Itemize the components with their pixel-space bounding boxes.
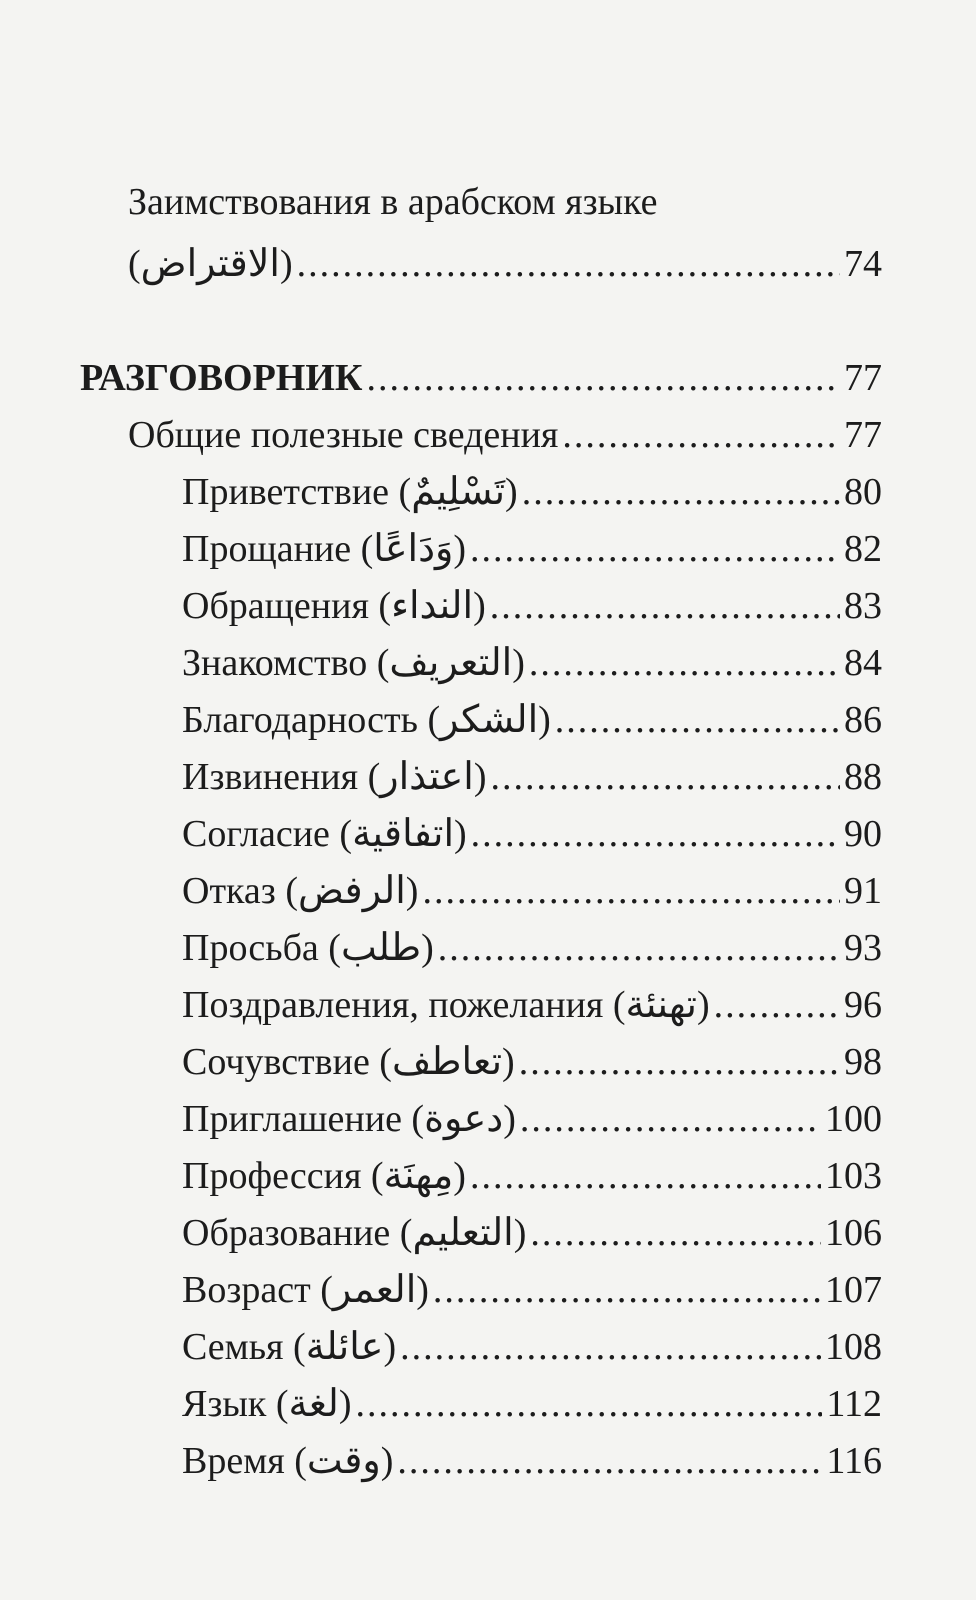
dot-leader <box>397 1439 822 1483</box>
toc-page-number: 103 <box>825 1155 882 1197</box>
toc-entry <box>182 1034 882 1084</box>
toc-entry-title: Обращения (النداء) <box>182 585 486 627</box>
toc-page-number: 116 <box>826 1440 882 1482</box>
dot-leader <box>562 413 840 457</box>
toc-entry <box>182 578 882 628</box>
dot-leader <box>355 1382 822 1426</box>
toc-page-number: 93 <box>844 927 882 969</box>
dot-leader <box>490 584 840 628</box>
toc-entry <box>182 635 882 685</box>
dot-leader <box>530 1211 821 1255</box>
toc-entry <box>182 1433 882 1483</box>
toc-entry-title: Возраст (العمر) <box>182 1269 429 1311</box>
toc-page-number: 98 <box>844 1041 882 1083</box>
toc-page-number: 80 <box>844 471 882 513</box>
toc-entry <box>182 1262 882 1312</box>
toc-page-number: 77 <box>844 357 882 399</box>
dot-leader <box>366 356 840 400</box>
dot-leader <box>400 1325 821 1369</box>
toc-entry-title: Общие полезные сведения <box>128 414 559 456</box>
toc-page-number: 107 <box>825 1269 882 1311</box>
toc-entry <box>182 521 882 571</box>
toc-page-number: 96 <box>844 984 882 1026</box>
toc-entry <box>182 806 882 856</box>
toc-entry-title: Согласие (اتفاقية) <box>182 813 467 855</box>
dot-leader <box>470 1154 821 1198</box>
toc-entry <box>182 1148 882 1198</box>
toc-entry-title: Профессия (مِهنَة) <box>182 1155 466 1197</box>
toc-entry-title: Отказ (الرفض) <box>182 870 419 912</box>
toc-page-number: 100 <box>825 1098 882 1140</box>
toc-entry <box>182 464 882 514</box>
dot-leader <box>490 755 840 799</box>
toc-entry <box>182 749 882 799</box>
toc-entry-title: Заимствования в арабском языке <box>128 181 658 223</box>
toc-entry <box>182 1319 882 1369</box>
toc-page-number: 91 <box>844 870 882 912</box>
toc-page-number: 90 <box>844 813 882 855</box>
toc-page-number: 82 <box>844 528 882 570</box>
dot-leader <box>529 641 840 685</box>
toc-entry-title: Время (وقت) <box>182 1440 394 1482</box>
toc-entry-title: (الاقتراض) <box>128 243 293 285</box>
dot-leader <box>520 1097 821 1141</box>
dot-leader <box>438 926 840 970</box>
toc-page-number: 74 <box>844 243 882 285</box>
toc-section-title: РАЗГОВОРНИК <box>80 357 363 399</box>
dot-leader <box>422 869 840 913</box>
toc-entry-title: Просьба (طلب) <box>182 927 434 969</box>
toc-entry <box>128 407 882 457</box>
dot-leader <box>471 812 840 856</box>
dot-leader <box>714 983 840 1027</box>
toc-entry-title: Знакомство (التعريف) <box>182 642 525 684</box>
toc-entry-title: Семья (عائلة) <box>182 1326 397 1368</box>
toc-page-number: 86 <box>844 699 882 741</box>
dot-leader <box>297 242 840 286</box>
toc-entry <box>182 1205 882 1255</box>
toc-entry <box>128 236 882 286</box>
toc-entry-title: Сочувствие (تعاطف) <box>182 1041 515 1083</box>
toc-page-number: 112 <box>826 1383 882 1425</box>
dot-leader <box>519 1040 840 1084</box>
toc-page-number: 84 <box>844 642 882 684</box>
toc-page-number: 77 <box>844 414 882 456</box>
toc-page-number: 83 <box>844 585 882 627</box>
toc-entry <box>182 692 882 742</box>
toc-entry <box>182 863 882 913</box>
toc-section <box>80 350 882 400</box>
toc-entry-title: Извинения (اعتذار) <box>182 756 487 798</box>
toc-entry-title: Прощание (وَدَاعًا) <box>182 528 467 570</box>
dot-leader <box>470 527 840 571</box>
toc-entry <box>182 1091 882 1141</box>
dot-leader <box>555 698 840 742</box>
toc-entry-title: Язык (لغة) <box>182 1383 352 1425</box>
toc-page-number: 88 <box>844 756 882 798</box>
toc-entry <box>182 1376 882 1426</box>
toc-entry-title: Образование (التعليم) <box>182 1212 527 1254</box>
toc-page-number: 108 <box>825 1326 882 1368</box>
toc-entry-title: Благодарность (الشكر) <box>182 699 551 741</box>
toc-entry-title: Приглашение (دعوة) <box>182 1098 516 1140</box>
toc-entry-title: Поздравления, пожелания (تهنئة) <box>182 984 710 1026</box>
toc-entry-title: Приветствие (تَسْلِيمٌ) <box>182 471 518 513</box>
toc-entry <box>182 920 882 970</box>
dot-leader <box>433 1268 821 1312</box>
toc-entry <box>182 977 882 1027</box>
dot-leader <box>522 470 840 514</box>
toc-page-number: 106 <box>825 1212 882 1254</box>
